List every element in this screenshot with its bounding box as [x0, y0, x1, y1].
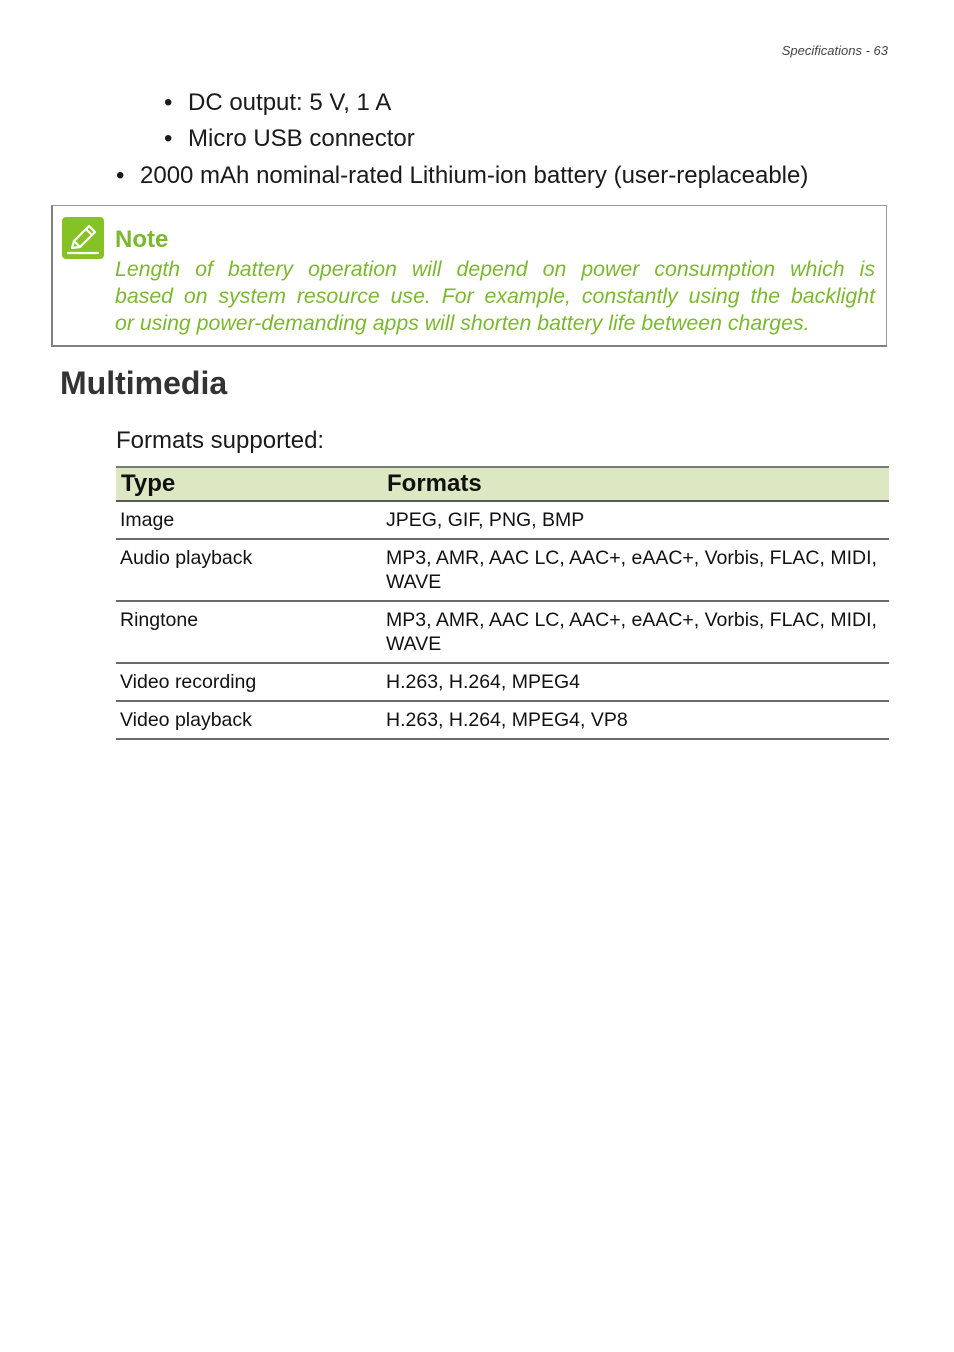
formats-intro: Formats supported: [116, 427, 325, 454]
bullet-dot: • [164, 89, 173, 116]
note-box [51, 205, 887, 347]
table-row [116, 601, 889, 663]
cell-type: Video playback [116, 701, 382, 739]
note-line: or using power-demanding apps will shorten battery life between charges. [115, 311, 810, 335]
cell-formats: H.263, H.264, MPEG4, VP8 [382, 701, 889, 739]
table-row [116, 701, 889, 739]
table-row [116, 539, 889, 601]
cell-type: Image [116, 501, 382, 539]
cell-type: Ringtone [116, 601, 382, 663]
bullet-dot: • [116, 162, 125, 189]
cell-type: Audio playback [116, 539, 382, 601]
page-header: Specifications - 63 [781, 43, 888, 58]
note-title: Note [115, 226, 169, 253]
bullet-text: Micro USB connector [188, 125, 415, 152]
pencil-icon [62, 217, 104, 259]
table-header-row [116, 467, 889, 501]
bullet-micro-usb [164, 125, 415, 153]
header-formats: Formats [382, 467, 889, 501]
cell-formats: H.263, H.264, MPEG4 [382, 663, 889, 701]
note-text [115, 256, 875, 337]
bullet-dc-output [164, 89, 391, 117]
note-line: Length of battery operation will depend on power consumption which is [115, 257, 875, 281]
cell-formats: JPEG, GIF, PNG, BMP [382, 501, 889, 539]
bullet-text: DC output: 5 V, 1 A [188, 89, 392, 116]
bullet-dot: • [164, 125, 173, 152]
cell-formats: MP3, AMR, AAC LC, AAC+, eAAC+, Vorbis, FLAC, MIDI, WAVE [382, 539, 889, 601]
cell-formats: MP3, AMR, AAC LC, AAC+, eAAC+, Vorbis, FLAC, MIDI, WAVE [382, 601, 889, 663]
bullet-text: 2000 mAh nominal-rated Lithium-ion battery (user-replaceable) [140, 162, 809, 189]
note-line: based on system resource use. For example, constantly using the backlight [115, 284, 875, 308]
bullet-battery [116, 162, 808, 190]
section-title: Multimedia [60, 365, 228, 401]
cell-type: Video recording [116, 663, 382, 701]
formats-table [116, 466, 889, 740]
table-row [116, 663, 889, 701]
table-row [116, 501, 889, 539]
header-type: Type [116, 467, 382, 501]
